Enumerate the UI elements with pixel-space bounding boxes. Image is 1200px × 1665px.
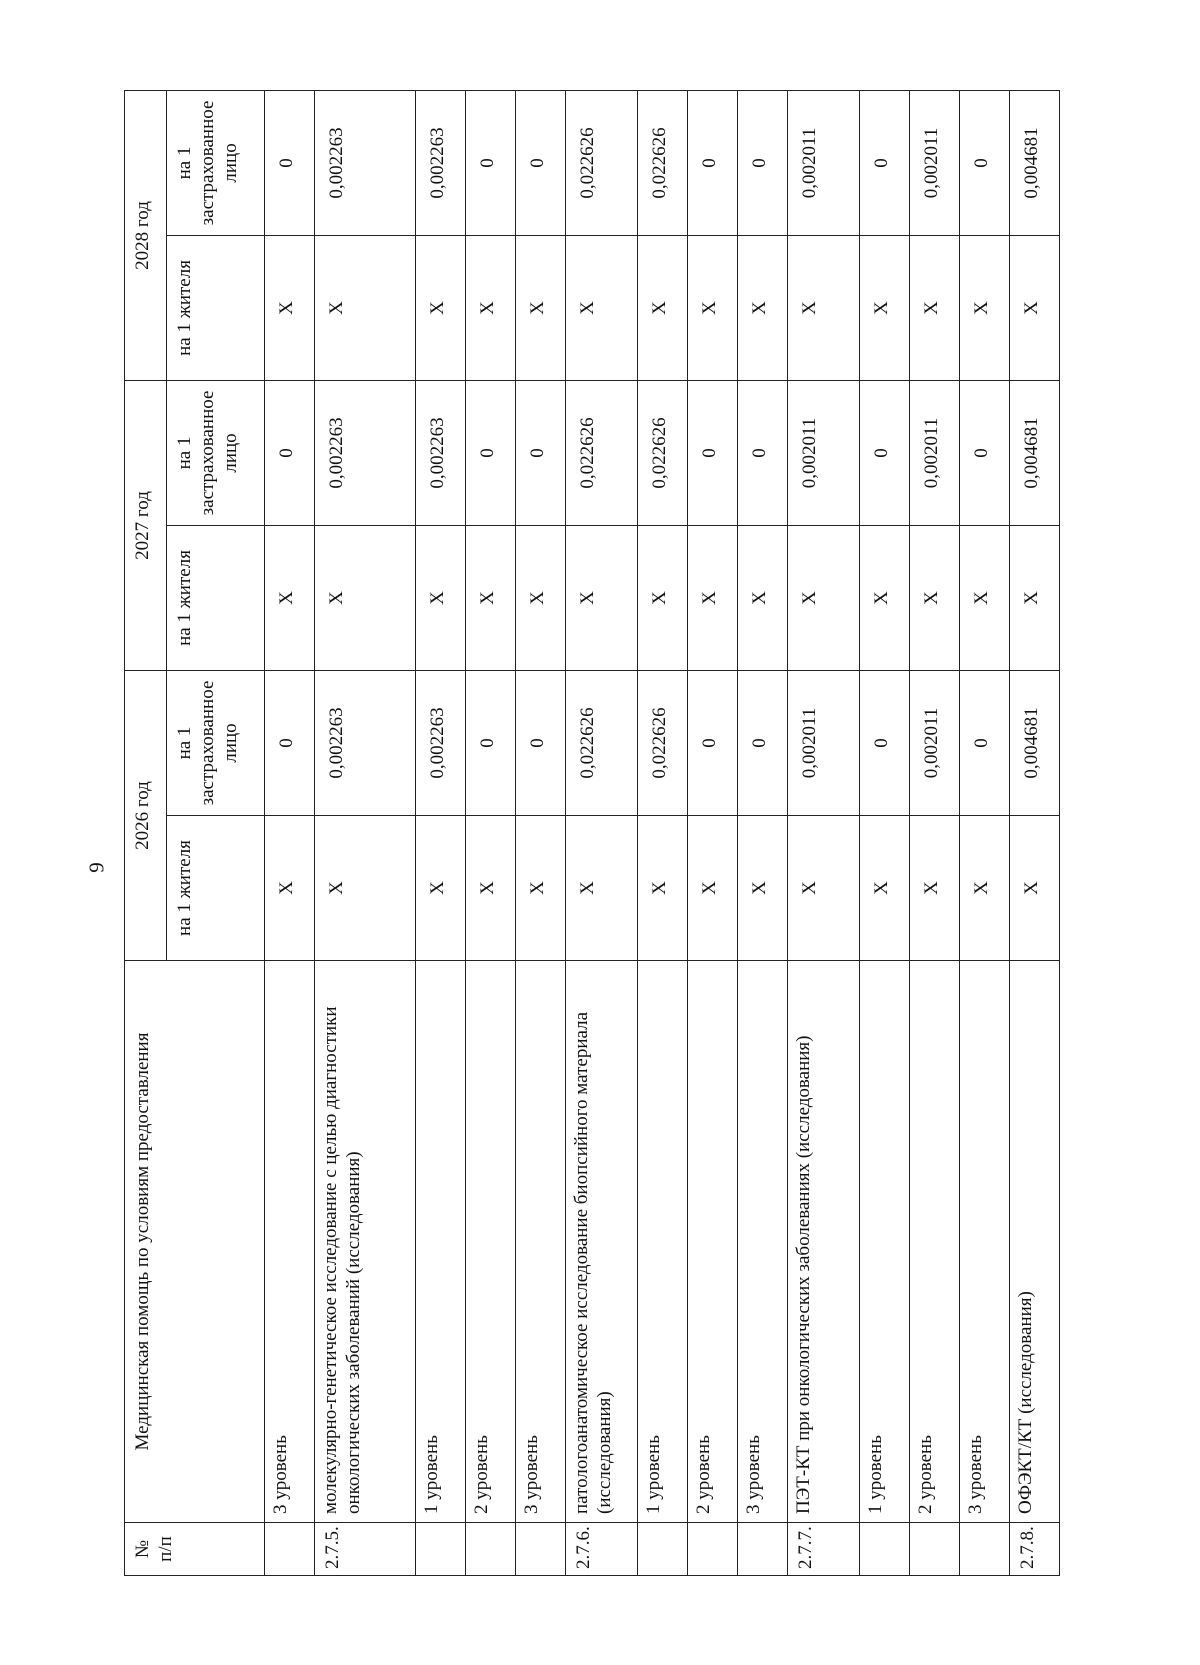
cell-per-insured-2027: 0: [465, 380, 515, 525]
row-number: [688, 1523, 738, 1576]
row-name: ПЭТ-КТ при онкологических заболеваниях (исследования): [787, 961, 859, 1523]
cell-per-insured-2028: 0,022626: [638, 90, 688, 235]
row-name: 2 уровень: [688, 961, 738, 1523]
cell-per-insured-2028: 0: [860, 90, 910, 235]
header-title: Медицинская помощь по условиям предоставления: [125, 961, 265, 1523]
cell-per-insured-2027: 0: [737, 380, 787, 525]
cell-per-resident-2027: X: [465, 525, 515, 670]
header-num: № п/п: [125, 1523, 265, 1576]
header-year-2027: 2027 год: [125, 380, 167, 670]
cell-per-resident-2028: X: [638, 235, 688, 380]
cell-per-resident-2027: X: [515, 525, 565, 670]
cell-per-insured-2027: 0,002263: [314, 380, 415, 525]
cell-per-resident-2028: X: [860, 235, 910, 380]
cell-per-resident-2028: X: [960, 235, 1010, 380]
cell-per-resident-2027: X: [638, 525, 688, 670]
cell-per-resident-2026: X: [638, 816, 688, 961]
cell-per-resident-2027: X: [1010, 525, 1060, 670]
cell-per-insured-2028: 0,004681: [1010, 90, 1060, 235]
cell-per-insured-2027: 0: [860, 380, 910, 525]
cell-per-insured-2026: 0,002263: [314, 670, 415, 815]
table-row: [737, 90, 787, 1575]
cell-per-insured-2026: 0: [860, 670, 910, 815]
row-name: 3 уровень: [265, 961, 315, 1523]
cell-per-resident-2027: X: [265, 525, 315, 670]
cell-per-insured-2027: 0,022626: [565, 380, 637, 525]
cell-per-resident-2026: X: [265, 816, 315, 961]
cell-per-insured-2028: 0,002263: [314, 90, 415, 235]
cell-per-insured-2028: 0,002011: [787, 90, 859, 235]
cell-per-insured-2026: 0,002263: [415, 670, 465, 815]
row-number: 2.7.7.: [787, 1523, 859, 1576]
cell-per-resident-2026: X: [465, 816, 515, 961]
cell-per-insured-2026: 0,004681: [1010, 670, 1060, 815]
table-row: [314, 90, 415, 1575]
row-number: 2.7.6.: [565, 1523, 637, 1576]
cell-per-resident-2027: X: [565, 525, 637, 670]
cell-per-resident-2028: X: [515, 235, 565, 380]
header-per-resident-2028: на 1 жителя: [167, 235, 265, 380]
row-number: [465, 1523, 515, 1576]
cell-per-insured-2028: 0: [465, 90, 515, 235]
table-row: [415, 90, 465, 1575]
header-row-years: [125, 90, 167, 1575]
row-name: 2 уровень: [465, 961, 515, 1523]
cell-per-insured-2027: 0,022626: [638, 380, 688, 525]
table-row: [465, 90, 515, 1575]
cell-per-insured-2028: 0: [515, 90, 565, 235]
cell-per-resident-2026: X: [688, 816, 738, 961]
row-name: 1 уровень: [860, 961, 910, 1523]
cell-per-insured-2028: 0: [737, 90, 787, 235]
row-number: [638, 1523, 688, 1576]
cell-per-resident-2028: X: [314, 235, 415, 380]
table-row: [515, 90, 565, 1575]
cell-per-resident-2027: X: [737, 525, 787, 670]
cell-per-insured-2027: 0,002263: [415, 380, 465, 525]
cell-per-resident-2026: X: [565, 816, 637, 961]
row-name: 3 уровень: [515, 961, 565, 1523]
header-per-insured-2026: на 1 застрахованное лицо: [167, 670, 265, 815]
medical-care-table: [124, 90, 1060, 1576]
cell-per-resident-2026: X: [860, 816, 910, 961]
row-name: 3 уровень: [737, 961, 787, 1523]
cell-per-resident-2027: X: [960, 525, 1010, 670]
header-per-resident-2026: на 1 жителя: [167, 816, 265, 961]
row-name: патологоанатомическое исследование биопсийного материала (исследования): [565, 961, 637, 1523]
row-name: 2 уровень: [910, 961, 960, 1523]
cell-per-insured-2028: 0: [688, 90, 738, 235]
row-number: 2.7.5.: [314, 1523, 415, 1576]
page-number: 9: [84, 862, 109, 873]
cell-per-resident-2026: X: [737, 816, 787, 961]
row-name: молекулярно-генетическое исследование с целью диагностики онкологических заболеваний (исследования): [314, 961, 415, 1523]
cell-per-insured-2026: 0,002011: [787, 670, 859, 815]
table-row: [688, 90, 738, 1575]
cell-per-resident-2028: X: [910, 235, 960, 380]
cell-per-resident-2027: X: [415, 525, 465, 670]
header-per-insured-2027: на 1 застрахованное лицо: [167, 380, 265, 525]
cell-per-resident-2028: X: [688, 235, 738, 380]
cell-per-insured-2027: 0,002011: [910, 380, 960, 525]
table-row: [638, 90, 688, 1575]
table-row: [565, 90, 637, 1575]
cell-per-insured-2027: 0: [265, 380, 315, 525]
cell-per-resident-2027: X: [860, 525, 910, 670]
cell-per-resident-2026: X: [910, 816, 960, 961]
cell-per-insured-2027: 0: [960, 380, 1010, 525]
cell-per-resident-2026: X: [314, 816, 415, 961]
rotated-table-container: [124, 91, 1060, 1576]
cell-per-insured-2026: 0: [515, 670, 565, 815]
row-number: [515, 1523, 565, 1576]
cell-per-insured-2028: 0,022626: [565, 90, 637, 235]
header-year-2028: 2028 год: [125, 90, 167, 380]
cell-per-resident-2026: X: [787, 816, 859, 961]
cell-per-insured-2027: 0: [515, 380, 565, 525]
cell-per-insured-2028: 0,002011: [910, 90, 960, 235]
table-row: [860, 90, 910, 1575]
row-number: [265, 1523, 315, 1576]
cell-per-insured-2028: 0: [265, 90, 315, 235]
header-per-insured-2028: на 1 застрахованное лицо: [167, 90, 265, 235]
row-number: 2.7.8.: [1010, 1523, 1060, 1576]
cell-per-resident-2028: X: [787, 235, 859, 380]
cell-per-resident-2026: X: [1010, 816, 1060, 961]
cell-per-resident-2027: X: [688, 525, 738, 670]
table-row: [265, 90, 315, 1575]
cell-per-resident-2028: X: [265, 235, 315, 380]
cell-per-insured-2026: 0,022626: [638, 670, 688, 815]
header-year-2026: 2026 год: [125, 670, 167, 960]
cell-per-resident-2028: X: [1010, 235, 1060, 380]
row-name: 1 уровень: [638, 961, 688, 1523]
table-row: [960, 90, 1010, 1575]
cell-per-insured-2026: 0: [465, 670, 515, 815]
cell-per-insured-2028: 0,002263: [415, 90, 465, 235]
row-number: [415, 1523, 465, 1576]
cell-per-insured-2026: 0,002011: [910, 670, 960, 815]
cell-per-insured-2027: 0: [688, 380, 738, 525]
cell-per-resident-2026: X: [960, 816, 1010, 961]
row-number: [860, 1523, 910, 1576]
table-row: [910, 90, 960, 1575]
table-row: [787, 90, 859, 1575]
row-name: ОФЭКТ/КТ (исследования): [1010, 961, 1060, 1523]
row-name: 1 уровень: [415, 961, 465, 1523]
cell-per-resident-2028: X: [737, 235, 787, 380]
cell-per-resident-2027: X: [787, 525, 859, 670]
cell-per-insured-2027: 0,002011: [787, 380, 859, 525]
table-row: [1010, 90, 1060, 1575]
cell-per-insured-2026: 0: [960, 670, 1010, 815]
row-number: [960, 1523, 1010, 1576]
cell-per-resident-2027: X: [314, 525, 415, 670]
cell-per-insured-2026: 0: [737, 670, 787, 815]
cell-per-resident-2028: X: [465, 235, 515, 380]
cell-per-resident-2028: X: [415, 235, 465, 380]
cell-per-insured-2027: 0,004681: [1010, 380, 1060, 525]
cell-per-insured-2026: 0: [265, 670, 315, 815]
table-body: [265, 90, 1060, 1575]
row-number: [910, 1523, 960, 1576]
header-per-resident-2027: на 1 жителя: [167, 525, 265, 670]
cell-per-insured-2026: 0,022626: [565, 670, 637, 815]
cell-per-resident-2026: X: [415, 816, 465, 961]
cell-per-resident-2028: X: [565, 235, 637, 380]
cell-per-insured-2026: 0: [688, 670, 738, 815]
cell-per-insured-2028: 0: [960, 90, 1010, 235]
row-name: 3 уровень: [960, 961, 1010, 1523]
cell-per-resident-2027: X: [910, 525, 960, 670]
cell-per-resident-2026: X: [515, 816, 565, 961]
row-number: [737, 1523, 787, 1576]
